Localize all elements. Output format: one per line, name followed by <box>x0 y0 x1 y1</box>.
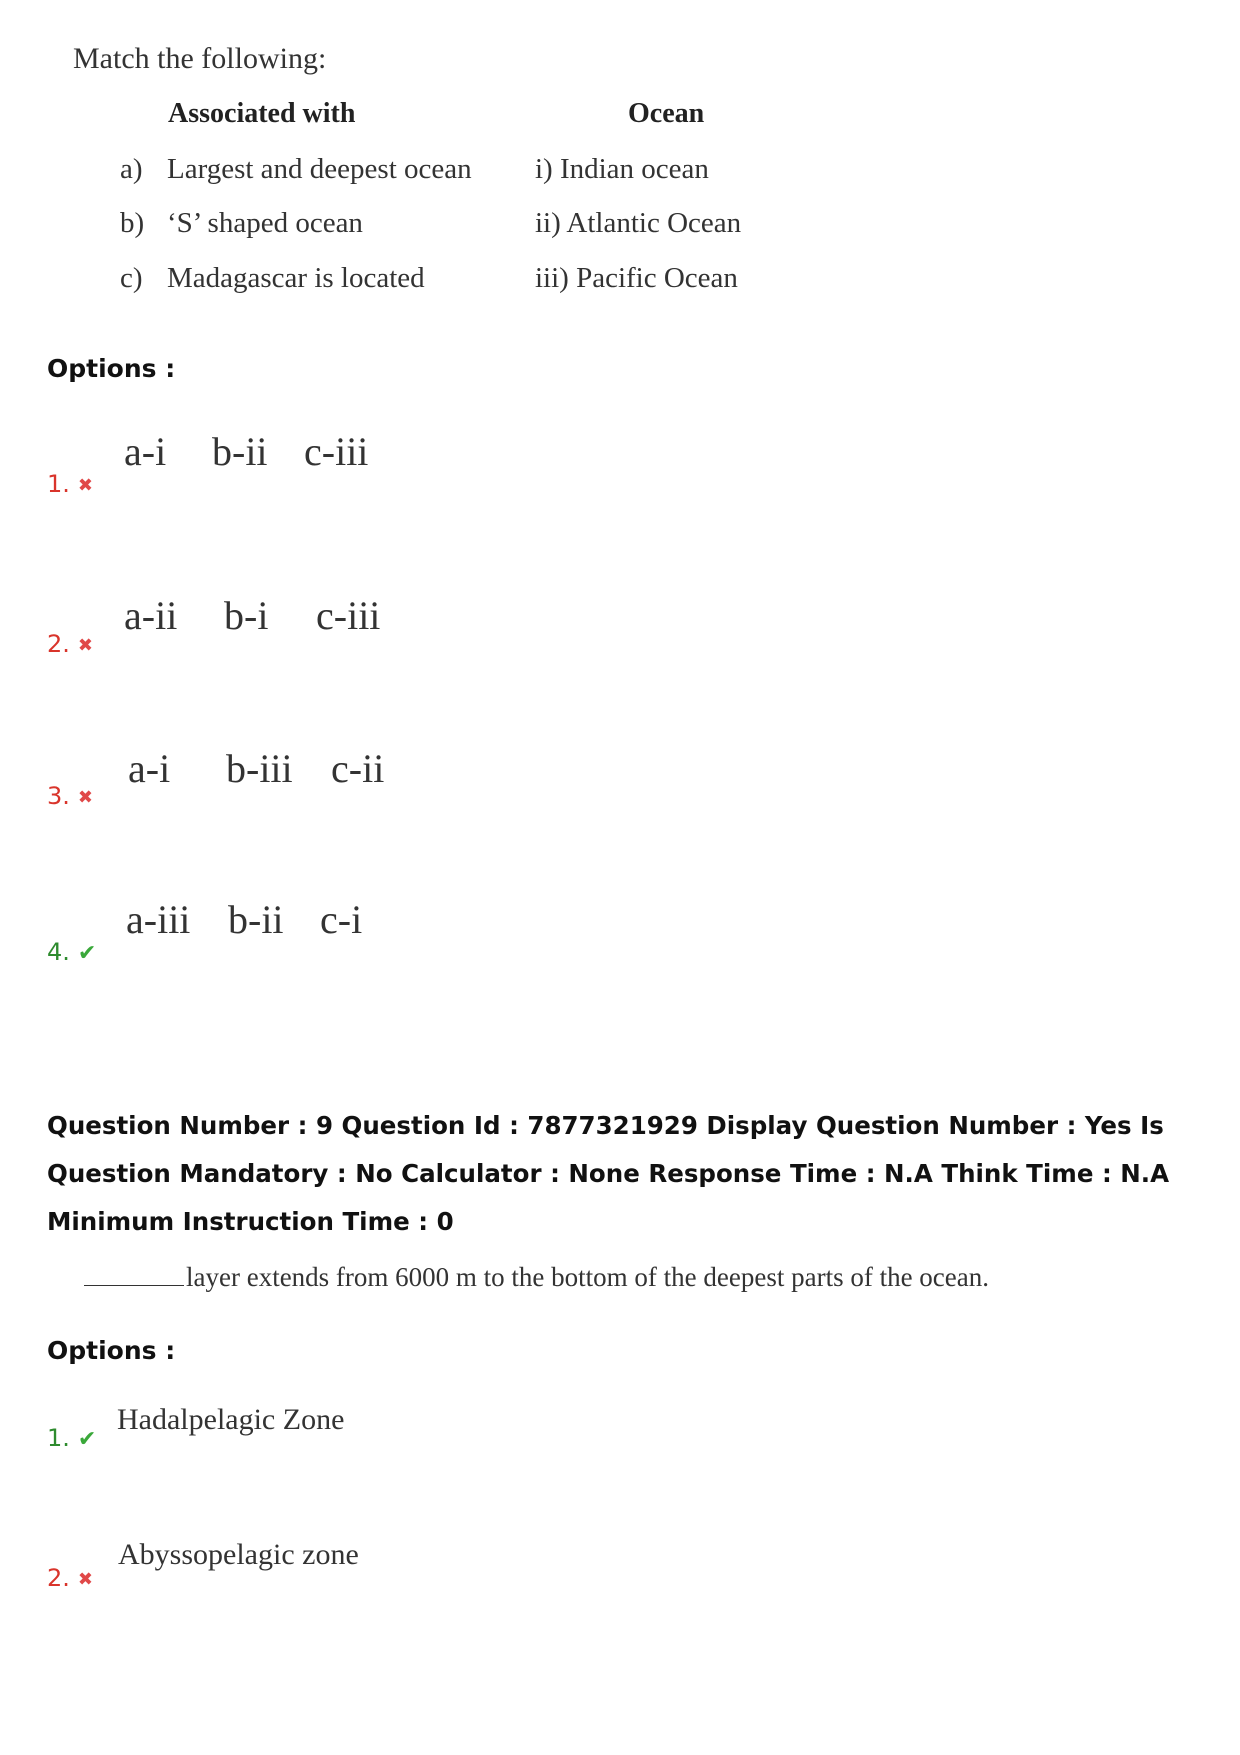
option-answer <box>124 592 380 639</box>
answer-part: a-iii <box>126 897 191 942</box>
option-number-text: 2. <box>47 630 70 658</box>
answer-part: a-i <box>124 429 167 474</box>
option-answer: Hadalpelagic Zone <box>117 1403 345 1436</box>
options-label: Options : <box>47 354 176 383</box>
row-left-text: ‘S’ shaped ocean <box>167 207 363 239</box>
option-number <box>47 938 96 966</box>
question-stem-text: layer extends from 6000 m to the bottom of the deepest parts of the ocean. <box>186 1262 990 1292</box>
row-label: a) <box>120 153 143 185</box>
match-title: Match the following: <box>73 42 327 75</box>
option-number <box>47 470 93 498</box>
options-label: Options : <box>47 1336 176 1365</box>
question-meta: Question Number : 9 Question Id : 7877321929 Display Question Number : Yes Is Question Mandatory : No Calculator : None Response Time : N.A Think Time : N.A Minimum Instruction Time : 0 <box>47 1111 1170 1236</box>
answer-part: b-ii <box>228 897 284 942</box>
option-answer <box>126 896 362 943</box>
match-row-c <box>120 262 425 295</box>
cross-icon: ✖ <box>77 634 93 656</box>
match-row-a <box>120 153 472 186</box>
match-row-b-right: ii) Atlantic Ocean <box>535 207 742 239</box>
cross-icon: ✖ <box>77 1568 93 1590</box>
option-number <box>47 1564 93 1592</box>
option-number-text: 3. <box>47 782 70 810</box>
answer-part: c-iii <box>316 593 381 638</box>
fill-blank <box>84 1263 184 1286</box>
answer-part: c-ii <box>331 746 385 791</box>
check-icon: ✔ <box>77 940 97 966</box>
option-number <box>47 782 93 810</box>
cross-icon: ✖ <box>77 474 93 496</box>
column-header-associated: Associated with <box>168 98 356 129</box>
option-answer <box>124 428 368 475</box>
row-label: b) <box>120 207 145 239</box>
answer-part: b-i <box>224 593 269 638</box>
option-answer: Abyssopelagic zone <box>118 1538 359 1571</box>
answer-part: b-iii <box>226 746 293 791</box>
match-row-c-right: iii) Pacific Ocean <box>535 262 738 294</box>
question-stem <box>84 1262 989 1293</box>
check-icon: ✔ <box>77 1426 97 1452</box>
option-number <box>47 1424 96 1452</box>
option-number-text: 1. <box>47 470 70 498</box>
row-left-text: Largest and deepest ocean <box>167 153 472 185</box>
column-header-ocean: Ocean <box>628 98 705 129</box>
answer-part: b-ii <box>212 429 268 474</box>
row-left-text: Madagascar is located <box>167 262 425 294</box>
option-answer <box>128 745 384 792</box>
answer-part: c-iii <box>304 429 369 474</box>
answer-part: c-i <box>320 897 363 942</box>
cross-icon: ✖ <box>77 786 93 808</box>
option-number-text: 1. <box>47 1424 70 1452</box>
answer-part: a-i <box>128 746 171 791</box>
option-number-text: 2. <box>47 1564 70 1592</box>
option-number-text: 4. <box>47 938 70 966</box>
answer-part: a-ii <box>124 593 178 638</box>
match-row-a-right: i) Indian ocean <box>535 153 709 185</box>
option-number <box>47 630 93 658</box>
row-label: c) <box>120 262 143 294</box>
match-row-b <box>120 207 363 240</box>
